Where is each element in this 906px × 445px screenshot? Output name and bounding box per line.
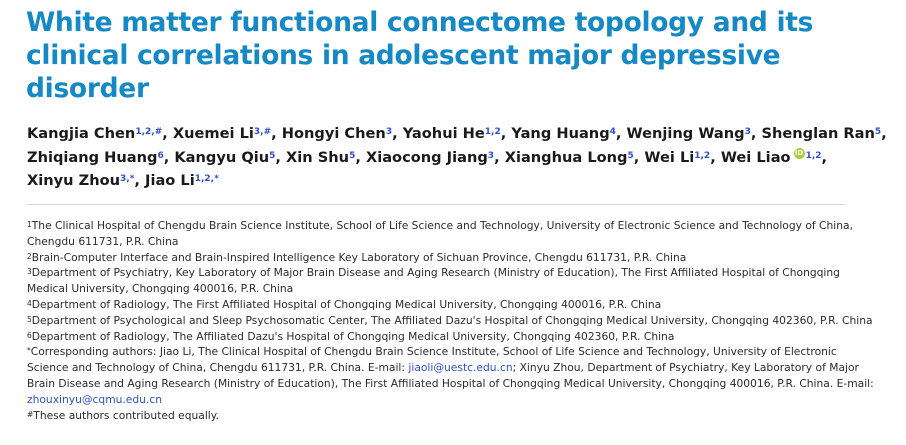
affiliation-number: 4 bbox=[27, 298, 32, 308]
affiliation-superscript[interactable]: 1,2 bbox=[805, 150, 822, 161]
author-separator: , bbox=[275, 148, 287, 166]
affiliations bbox=[27, 218, 887, 423]
paper-title bbox=[26, 6, 886, 105]
corresponding-line3: Brain Disease and Aging Research (Ministry of Education), The First Affiliated Hospital of Chongqing Medical University, Chongqing 400016, P.R. China. E-mail: bbox=[27, 376, 874, 390]
affiliation-number: 2 bbox=[27, 251, 32, 261]
affiliation-number: 6 bbox=[27, 330, 32, 340]
author bbox=[282, 125, 403, 142]
author-separator: , bbox=[633, 148, 645, 166]
equal-text: These authors contributed equally. bbox=[33, 408, 219, 422]
author-separator: , bbox=[750, 125, 762, 142]
corresponding-line1: Corresponding authors: Jiao Li, The Clinical Hospital of Chengdu Brain Science Institute, School of Life Science and Technology, University of Electronic bbox=[30, 345, 837, 359]
author-name: Wei Liao bbox=[720, 148, 791, 166]
affiliation-superscript[interactable]: 1,2 bbox=[694, 150, 711, 161]
affiliation-superscript[interactable]: 5 bbox=[627, 150, 634, 161]
author-separator: , bbox=[821, 148, 828, 166]
author bbox=[27, 172, 145, 189]
title-line: clinical correlations in adolescent major depressive bbox=[26, 40, 781, 71]
author-separator: , bbox=[500, 125, 512, 142]
affiliation-superscript[interactable]: 1,2,# bbox=[135, 127, 163, 137]
author-separator: , bbox=[134, 172, 146, 189]
author bbox=[403, 125, 512, 142]
corresponding-marker: * bbox=[27, 346, 31, 356]
affiliation-superscript[interactable]: 3 bbox=[385, 127, 393, 137]
author-name: Yaohui He bbox=[402, 125, 485, 142]
author-name: Xuemei Li bbox=[172, 125, 254, 142]
affiliation-superscript[interactable]: 1,2,* bbox=[194, 174, 219, 184]
affiliation-superscript[interactable]: 5 bbox=[874, 127, 882, 137]
author bbox=[286, 149, 366, 166]
author-line bbox=[27, 146, 887, 170]
affiliation-superscript[interactable]: 1,2 bbox=[484, 127, 501, 137]
affiliation bbox=[27, 250, 887, 266]
author-separator: , bbox=[392, 125, 403, 142]
author bbox=[505, 149, 645, 166]
affiliation-superscript[interactable]: 4 bbox=[609, 127, 616, 137]
affiliation-superscript[interactable]: 5 bbox=[269, 150, 276, 161]
affiliation-number: 3 bbox=[27, 267, 32, 277]
author-name: Xin Shu bbox=[286, 148, 350, 166]
equal-marker: # bbox=[27, 409, 34, 419]
author-name: Jiao Li bbox=[145, 172, 195, 189]
affiliation-superscript[interactable]: 6 bbox=[157, 150, 164, 161]
affiliation-text: Department of Radiology, The First Affiliated Hospital of Chongqing Medical University, Chongqing 400016, P.R. China bbox=[31, 297, 662, 311]
author bbox=[721, 149, 827, 166]
author bbox=[511, 125, 626, 142]
email-link-jiao-li[interactable]: jiaoli@uestc.edu.cn bbox=[408, 361, 513, 375]
email-link-xinyu-zhou[interactable]: zhouxinyu@cqmu.edu.cn bbox=[27, 392, 162, 406]
affiliation bbox=[27, 218, 887, 250]
affiliation-text: Department of Psychiatry, Key Laboratory of Major Brain Disease and Aging Research (Ministry of Education), The First Affiliated Hospital of Chongqing bbox=[31, 266, 840, 280]
affiliation-text: Department of Radiology, The Affiliated Dazu's Hospital of Chongqing Medical University, Chongqing 402360, P.R. China bbox=[31, 329, 675, 343]
author-name: Kangjia Chen bbox=[27, 125, 136, 142]
author-name: Wenjing Wang bbox=[626, 125, 745, 142]
author-name: Xianghua Long bbox=[504, 148, 628, 166]
author-separator: , bbox=[163, 148, 175, 166]
author bbox=[627, 125, 762, 142]
affiliation bbox=[27, 313, 887, 329]
author-separator: , bbox=[710, 148, 721, 166]
author-name: Hongyi Chen bbox=[281, 125, 386, 142]
author-name: Shenglan Ran bbox=[761, 125, 875, 142]
affiliation-superscript[interactable]: 5 bbox=[349, 150, 356, 161]
author bbox=[27, 149, 174, 166]
title-line: disorder bbox=[26, 73, 149, 104]
affiliation-number: 1 bbox=[27, 220, 32, 229]
author-separator: , bbox=[162, 125, 173, 142]
affiliation-number: 5 bbox=[27, 314, 32, 324]
author-name: Zhiqiang Huang bbox=[27, 148, 158, 166]
author-separator: , bbox=[615, 125, 627, 142]
orcid-icon[interactable]: iD bbox=[794, 148, 804, 157]
author-name: Wei Li bbox=[644, 148, 695, 166]
affiliation-text: Medical University, Chongqing 400016, P.R. China bbox=[27, 282, 294, 296]
author-name: Xinyu Zhou bbox=[27, 172, 121, 189]
author bbox=[644, 149, 720, 166]
corresponding-line2-rest: ; Xinyu Zhou, Department of Psychiatry, Key Laboratory of Major bbox=[512, 361, 859, 375]
author-separator: , bbox=[494, 148, 505, 166]
author bbox=[761, 125, 886, 142]
author-name: Xiaocong Jiang bbox=[365, 148, 488, 166]
author-name: Yang Huang bbox=[511, 125, 610, 142]
equal-contribution-note bbox=[27, 408, 887, 424]
author-name: Kangyu Qiu bbox=[174, 148, 270, 166]
affiliation bbox=[27, 265, 887, 297]
author bbox=[173, 125, 282, 142]
author-separator: , bbox=[271, 125, 282, 142]
author-list bbox=[27, 122, 887, 193]
affiliation-text: Brain-Computer Interface and Brain-Inspired Intelligence Key Laboratory of Sichuan Province, Chengdu 611731, P.R. China bbox=[31, 250, 687, 264]
affiliation-superscript[interactable]: 3 bbox=[744, 127, 751, 137]
author bbox=[174, 149, 286, 166]
affiliation-superscript[interactable]: 3,* bbox=[120, 174, 135, 184]
affiliation-text: Department of Psychological and Sleep Psychosomatic Center, The Affiliated Dazu's Hospital of Chongqing Medical University, Chongqing 402360, P.R. China bbox=[31, 313, 873, 327]
affiliation-text: Chengdu 611731, P.R. China bbox=[27, 234, 179, 248]
author-separator: , bbox=[355, 148, 366, 166]
title-line: White matter functional connectome topology and its bbox=[26, 7, 814, 38]
affiliation-list bbox=[27, 218, 887, 344]
author-line bbox=[27, 122, 887, 146]
author bbox=[27, 125, 173, 142]
affiliation-text: The Clinical Hospital of Chengdu Brain Science Institute, School of Life Science and Technology, University of Electronic Science and Technology of China, bbox=[31, 219, 853, 232]
author bbox=[366, 149, 505, 166]
divider bbox=[27, 204, 845, 205]
affiliation-superscript[interactable]: 3,# bbox=[253, 127, 272, 137]
affiliation-superscript[interactable]: 3 bbox=[487, 150, 495, 161]
affiliation bbox=[27, 297, 887, 313]
corresponding-authors bbox=[27, 344, 887, 407]
corresponding-line2: Science and Technology of China, Chengdu 611731, P.R. China. E-mail: bbox=[27, 361, 409, 375]
author-separator: , bbox=[881, 125, 887, 142]
author-line bbox=[27, 169, 887, 193]
affiliation bbox=[27, 329, 887, 345]
author bbox=[145, 172, 219, 189]
